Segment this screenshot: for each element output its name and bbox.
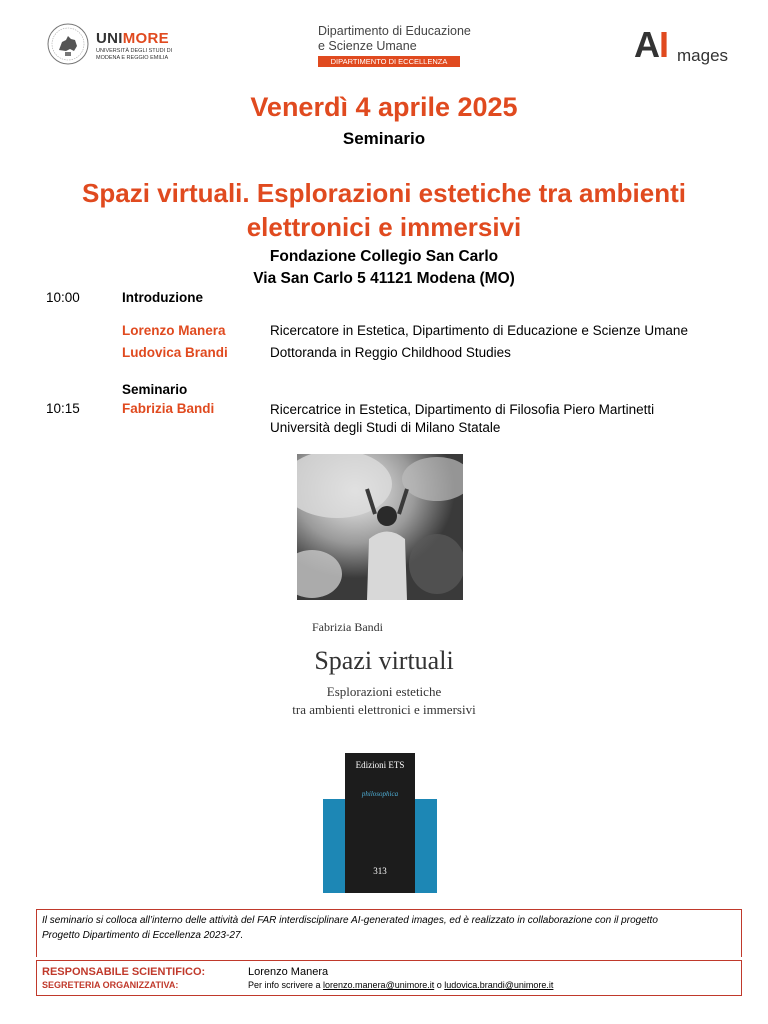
- ai-images-logo: AI: [634, 24, 669, 65]
- unimore-seal-icon: [46, 22, 90, 66]
- responsible-label: RESPONSABILE SCIENTIFICO:: [42, 966, 206, 978]
- event-title: Spazi virtuali. Esplorazioni estetiche tra ambienti elettronici e immersivi: [82, 178, 686, 242]
- program-intro-label: Introduzione: [122, 290, 203, 305]
- event-venue: Fondazione Collegio San Carlo Via San Carlo 5 41121 Modena (MO): [253, 248, 515, 287]
- speaker-name: Lorenzo Manera: [122, 323, 226, 338]
- speaker-role: Ricercatore in Estetica, Dipartimento di Educazione e Scienze Umane: [270, 323, 688, 338]
- email-link[interactable]: lorenzo.manera@unimore.it: [323, 980, 435, 990]
- secretariat-contacts: Per info scrivere a lorenzo.manera@unimore.it o ludovica.brandi@unimore.it: [248, 980, 554, 990]
- speaker-name: Fabrizia Bandi: [122, 401, 215, 416]
- secretariat-label: SEGRETERIA ORGANIZZATIVA:: [42, 980, 179, 990]
- book-publisher: Edizioni ETS: [355, 760, 405, 770]
- speaker-name: Ludovica Brandi: [122, 345, 228, 360]
- program-seminar-label: Seminario: [122, 382, 188, 397]
- speaker-role: Dottoranda in Reggio Childhood Studies: [270, 345, 511, 360]
- book-subtitle: Esplorazioni estetiche tra ambienti elettronici e immersivi: [292, 684, 476, 717]
- program-time-seminar: 10:15: [46, 401, 80, 416]
- book-series-number: 313: [373, 866, 387, 876]
- ai-images-wordmark: mages: [677, 46, 729, 65]
- event-type: Seminario: [342, 129, 426, 148]
- unimore-subtitle: UNIVERSITÀ DEGLI STUDI DI MODENA E REGGIO EMILIA: [96, 48, 173, 61]
- book-title: Spazi virtuali: [314, 646, 454, 675]
- email-link[interactable]: ludovica.brandi@unimore.it: [444, 980, 554, 990]
- speaker-role: Ricercatrice in Estetica, Dipartimento di Filosofia Piero Martinetti Università degli Studi di Milano Statale: [270, 402, 655, 435]
- responsible-name: Lorenzo Manera: [248, 966, 329, 978]
- book-cover-photo: [297, 454, 463, 600]
- department-name: Dipartimento di Educazione e Scienze Umane: [318, 24, 471, 53]
- program-time-intro: 10:00: [46, 290, 80, 305]
- event-date: Venerdì 4 aprile 2025: [250, 92, 518, 122]
- project-note: Il seminario si colloca all’interno delle attività del FAR interdisciplinare AI-generated images, ed è realizzato in collaborazione con il progetto Progetto Dipartimento di Eccellenza 2023-27.: [42, 915, 658, 941]
- book-author: Fabrizia Bandi: [312, 620, 383, 634]
- book-series: philosophica: [361, 790, 399, 798]
- unimore-wordmark: UNIMORE: [96, 30, 169, 47]
- department-badge: DIPARTIMENTO DI ECCELLENZA: [318, 56, 460, 67]
